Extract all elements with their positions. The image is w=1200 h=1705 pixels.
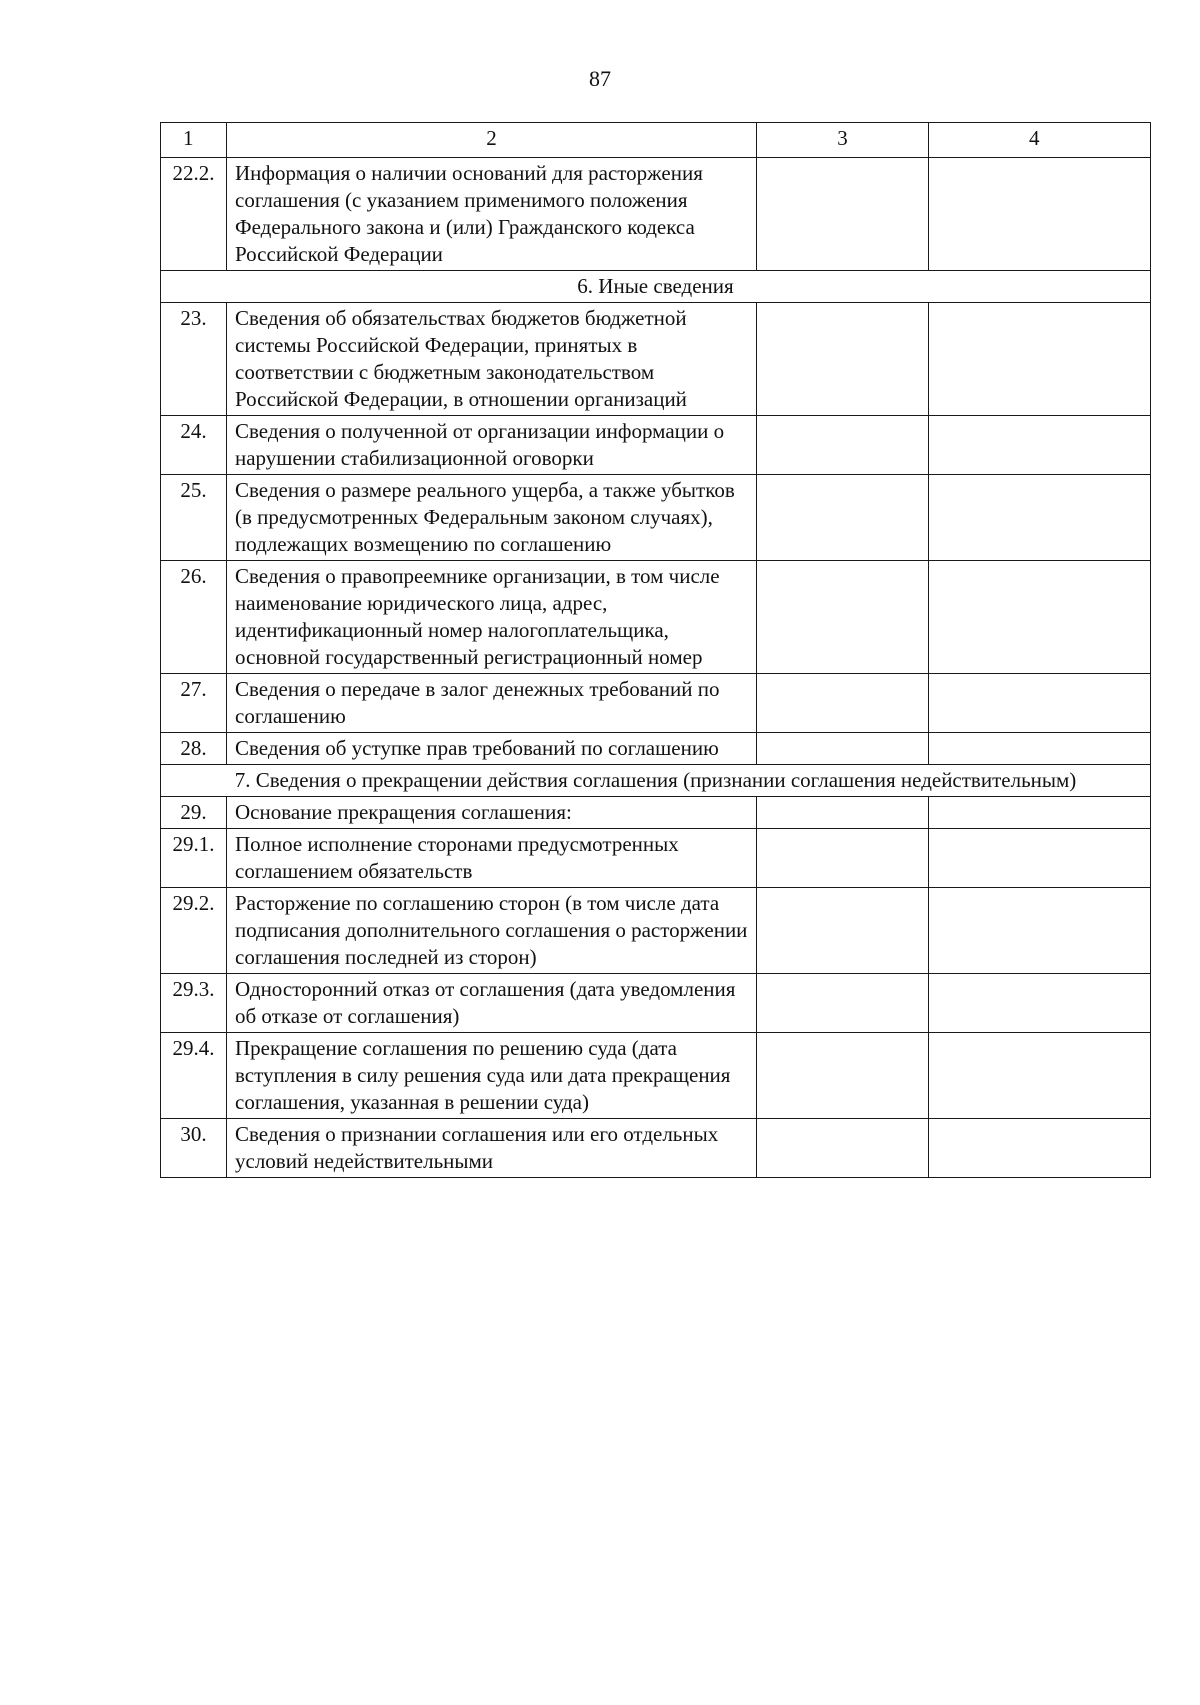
row-cell-col-4 (929, 1119, 1151, 1178)
row-cell-col-4 (929, 829, 1151, 888)
row-number: 24. (161, 416, 227, 475)
row-cell-col-3 (757, 974, 929, 1033)
row-description: Прекращение соглашения по решению суда (дата вступления в силу решения суда или дата прекращения соглашения, указанная в решении суда) (227, 1033, 757, 1119)
row-description: Сведения о полученной от организации информации о нарушении стабилизационной оговорки (227, 416, 757, 475)
section-title: 7. Сведения о прекращении действия соглашения (признании соглашения недействительным) (161, 765, 1151, 797)
table-row (161, 158, 1151, 271)
row-number: 27. (161, 674, 227, 733)
row-cell-col-3 (757, 303, 929, 416)
row-cell-col-3 (757, 561, 929, 674)
table-row (161, 674, 1151, 733)
row-cell-col-3 (757, 674, 929, 733)
row-number: 29.2. (161, 888, 227, 974)
row-number: 23. (161, 303, 227, 416)
row-number: 22.2. (161, 158, 227, 271)
section-row (161, 765, 1151, 797)
row-description: Сведения о правопреемнике организации, в том числе наименование юридического лица, адрес, идентификационный номер налогоплательщика, основной государственный регистрационный номер (227, 561, 757, 674)
row-number: 29. (161, 797, 227, 829)
row-cell-col-3 (757, 733, 929, 765)
row-description: Расторжение по соглашению сторон (в том числе дата подписания дополнительного соглашения о расторжении соглашения последней из сторон) (227, 888, 757, 974)
row-cell-col-4 (929, 888, 1151, 974)
row-cell-col-3 (757, 1033, 929, 1119)
row-cell-col-4 (929, 303, 1151, 416)
row-cell-col-4 (929, 797, 1151, 829)
table-row (161, 974, 1151, 1033)
table-row (161, 829, 1151, 888)
row-number: 26. (161, 561, 227, 674)
row-number: 30. (161, 1119, 227, 1178)
row-cell-col-4 (929, 475, 1151, 561)
row-number: 25. (161, 475, 227, 561)
row-description: Сведения о признании соглашения или его отдельных условий недействительными (227, 1119, 757, 1178)
section-title: 6. Иные сведения (161, 271, 1151, 303)
row-description: Основание прекращения соглашения: (227, 797, 757, 829)
row-description: Сведения об обязательствах бюджетов бюджетной системы Российской Федерации, принятых в соответствии с бюджетным законодательством Российской Федерации, в отношении организаций (227, 303, 757, 416)
row-cell-col-3 (757, 475, 929, 561)
row-cell-col-3 (757, 797, 929, 829)
row-description: Полное исполнение сторонами предусмотренных соглашением обязательств (227, 829, 757, 888)
row-cell-col-3 (757, 888, 929, 974)
row-cell-col-3 (757, 416, 929, 475)
register-table (160, 122, 1151, 1178)
row-description: Сведения о размере реального ущерба, а также убытков (в предусмотренных Федеральным законом случаях), подлежащих возмещению по соглашению (227, 475, 757, 561)
header-col-1: 1 (161, 123, 227, 158)
header-col-3: 3 (757, 123, 929, 158)
section-row (161, 271, 1151, 303)
header-col-4: 4 (929, 123, 1151, 158)
row-cell-col-3 (757, 829, 929, 888)
row-cell-col-4 (929, 416, 1151, 475)
row-cell-col-4 (929, 158, 1151, 271)
row-cell-col-4 (929, 974, 1151, 1033)
table-row (161, 416, 1151, 475)
row-description: Информация о наличии оснований для расторжения соглашения (с указанием применимого положения Федерального закона и (или) Гражданского кодекса Российской Федерации (227, 158, 757, 271)
table-row (161, 1033, 1151, 1119)
register-table-body (161, 123, 1151, 1178)
row-cell-col-3 (757, 158, 929, 271)
table-header-row (161, 123, 1151, 158)
table-row (161, 303, 1151, 416)
table-row (161, 733, 1151, 765)
row-description: Сведения о передаче в залог денежных требований по соглашению (227, 674, 757, 733)
row-number: 29.4. (161, 1033, 227, 1119)
table-row (161, 797, 1151, 829)
row-cell-col-4 (929, 733, 1151, 765)
table-row (161, 475, 1151, 561)
table-row (161, 888, 1151, 974)
table-row (161, 1119, 1151, 1178)
header-col-2: 2 (227, 123, 757, 158)
row-description: Сведения об уступке прав требований по соглашению (227, 733, 757, 765)
row-number: 29.3. (161, 974, 227, 1033)
page-number: 87 (589, 66, 611, 91)
row-description: Односторонний отказ от соглашения (дата уведомления об отказе от соглашения) (227, 974, 757, 1033)
row-number: 28. (161, 733, 227, 765)
row-cell-col-4 (929, 1033, 1151, 1119)
row-cell-col-4 (929, 674, 1151, 733)
row-cell-col-3 (757, 1119, 929, 1178)
table-row (161, 561, 1151, 674)
row-number: 29.1. (161, 829, 227, 888)
row-cell-col-4 (929, 561, 1151, 674)
